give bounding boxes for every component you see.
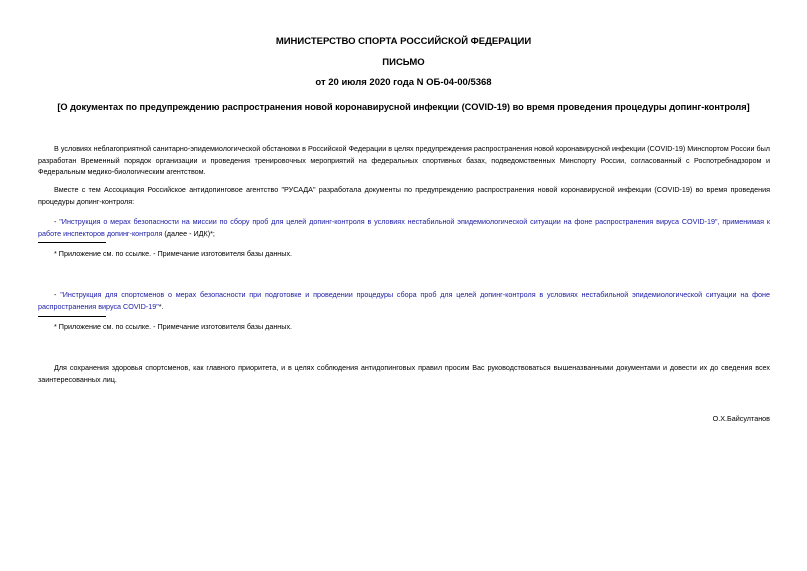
- athlete-instruction-link[interactable]: "Инструкция для спортсменов о мерах безопасности при подготовке и проведении процедуры сбора проб для целей допинг-контроля в условиях нестабильной эпидемиологической ситуации на фоне распространения вируса COVID-19": [38, 290, 770, 311]
- document-type: ПИСЬМО: [382, 57, 425, 68]
- list-item-suffix: *.: [158, 301, 164, 311]
- idk-instruction-link[interactable]: "Инструкция о мерах безопасности на миссии по сбору проб для целей допинг-контроля в условиях нестабильной эпидемиологической ситуации на фоне распространения вируса COVID-19", применимая к работе инспекторов допинг-контроля: [38, 217, 771, 238]
- paragraph-closing: Для сохранения здоровья спортсменов, как главного приоритета, и в целях соблюдения антидопинговых правил просим Вас руководствоваться вышеназванными документами и довести их до сведения всех заинтересованных лиц.: [38, 363, 770, 384]
- list-item-athlete-instruction: [38, 289, 770, 312]
- footnote-2: * Приложение см. по ссылке. - Примечание изготовителя базы данных.: [54, 322, 293, 331]
- paragraph-intro: В условиях неблагоприятной санитарно-эпидемиологической обстановки в Российской Федерации в целях предупреждения распространения новой коронавирусной инфекции (COVID-19) Минспортом России был разработан Временный порядок организации и проведения тренировочных мероприятий на федеральных спортивных базах, подведомственных Минспорту России, согласованный с Роспотребнадзором и Федеральным медико-биологическим агентством.: [38, 144, 770, 176]
- footnote-divider: [38, 242, 106, 243]
- signature-name: О.Х.Байсултанов: [712, 414, 770, 423]
- list-item-prefix: -: [54, 290, 61, 299]
- list-item-idk-instruction: [38, 216, 770, 239]
- document-subject: [О документах по предупреждению распространения новой коронавирусной инфекции (COVID-19) во время проведения процедуры допинг-контроля]: [57, 102, 750, 112]
- footnote-divider: [38, 316, 106, 317]
- list-item-suffix: (далее - ИДК)*;: [162, 228, 215, 238]
- paragraph-rusada: Вместе с тем Ассоциация Российское антидопинговое агентство "РУСАДА" разработала документы по предупреждению распространения новой коронавирусной инфекции (COVID-19) во время проведения процедуры допинг-контроля:: [38, 185, 770, 206]
- ministry-title: МИНИСТЕРСТВО СПОРТА РОССИЙСКОЙ ФЕДЕРАЦИИ: [275, 36, 532, 47]
- footnote-1: * Приложение см. по ссылке. - Примечание изготовителя базы данных.: [54, 249, 293, 258]
- document-date-number: от 20 июля 2020 года N ОБ-04-00/5368: [315, 77, 492, 88]
- list-item-prefix: -: [54, 217, 60, 226]
